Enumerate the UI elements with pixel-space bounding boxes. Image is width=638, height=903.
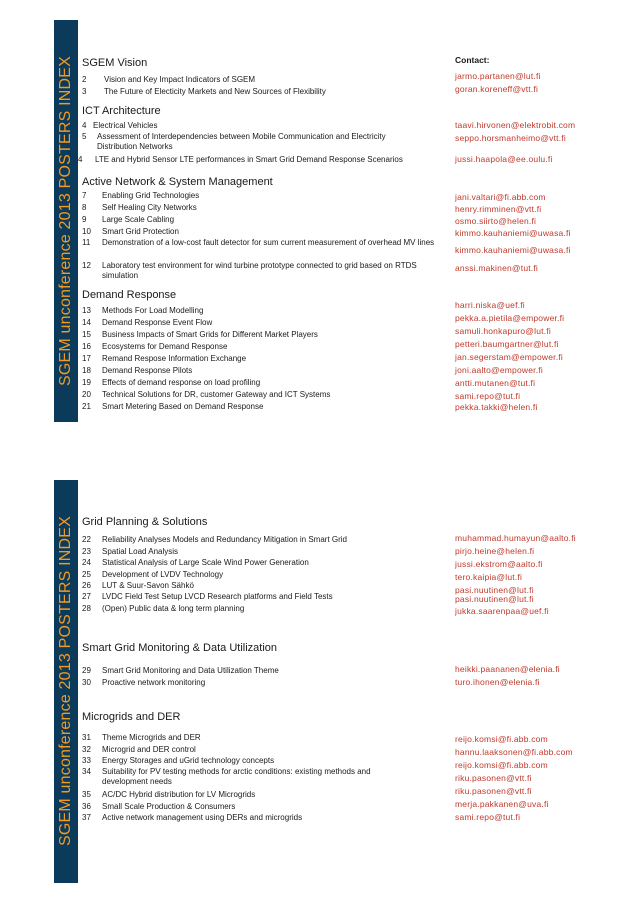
item-title: Effects of demand response on load profiling bbox=[102, 378, 261, 387]
item-number: 9 bbox=[82, 215, 87, 224]
item-number: 7 bbox=[82, 191, 87, 200]
item-title: AC/DC Hybrid distribution for LV Microgrids bbox=[102, 790, 256, 799]
contact-email[interactable]: harri.niska@uef.fi bbox=[455, 300, 525, 310]
section-heading: Grid Planning & Solutions bbox=[82, 516, 208, 528]
index-title-top: SGEM unconference 2013 POSTERS INDEX bbox=[57, 55, 74, 387]
item-number: 8 bbox=[82, 203, 87, 212]
item-number: 30 bbox=[82, 678, 91, 687]
item-title: LTE and Hybrid Sensor LTE performances in Smart Grid Demand Response Scenarios bbox=[95, 155, 403, 164]
contact-email[interactable]: kimmo.kauhaniemi@uwasa.fi bbox=[455, 228, 571, 238]
item-title: Remand Respose Information Exchange bbox=[102, 354, 247, 363]
item-number: 15 bbox=[82, 330, 91, 339]
item-number: 28 bbox=[82, 604, 91, 613]
contact-email[interactable]: kimmo.kauhaniemi@uwasa.fi bbox=[455, 245, 571, 255]
contact-email[interactable]: muhammad.humayun@aalto.fi bbox=[455, 533, 576, 543]
item-title: Business Impacts of Smart Grids for Different Market Players bbox=[102, 330, 318, 339]
item-title: Smart Grid Protection bbox=[102, 227, 179, 236]
item-title: Smart Grid Monitoring and Data Utilization Theme bbox=[102, 666, 279, 675]
item-title: Theme Microgrids and DER bbox=[102, 733, 201, 742]
contact-email[interactable]: hannu.laaksonen@fi.abb.com bbox=[455, 747, 573, 757]
section-heading: Demand Response bbox=[82, 289, 177, 301]
item-number: 22 bbox=[82, 535, 91, 544]
contact-email[interactable]: samuli.honkapuro@lut.fi bbox=[455, 326, 551, 336]
item-title: Proactive network monitoring bbox=[102, 678, 206, 687]
contact-email[interactable]: taavi.hirvonen@elektrobit.com bbox=[455, 120, 576, 130]
item-number: 4 bbox=[78, 155, 83, 164]
section-heading: SGEM Vision bbox=[82, 57, 148, 69]
item-title: Large Scale Cabling bbox=[102, 215, 175, 224]
contact-email[interactable]: goran.koreneff@vtt.fi bbox=[455, 84, 539, 94]
section-heading: Smart Grid Monitoring & Data Utilization bbox=[82, 642, 278, 654]
item-title: Small Scale Production & Consumers bbox=[102, 802, 236, 811]
contact-email[interactable]: pasi.nuutinen@lut.fi bbox=[455, 585, 534, 595]
item-title: Enabling Grid Technologies bbox=[102, 191, 200, 200]
item-number: 16 bbox=[82, 342, 91, 351]
item-title: Statistical Analysis of Large Scale Wind Power Generation bbox=[102, 558, 309, 567]
item-title: Laboratory test environment for wind turbine prototype connected to grid based on RTDS simulation bbox=[102, 261, 417, 280]
item-number: 26 bbox=[82, 581, 91, 590]
contact-email[interactable]: pekka.a.pietila@empower.fi bbox=[455, 313, 565, 323]
item-title: LUT & Suur-Savon Sähkö bbox=[102, 581, 194, 590]
item-title: Technical Solutions for DR, customer Gateway and ICT Systems bbox=[102, 390, 331, 399]
item-title: Spatial Load Analysis bbox=[102, 547, 179, 556]
item-number: 33 bbox=[82, 756, 91, 765]
contact-email[interactable]: jani.valtari@fi.abb.com bbox=[455, 192, 546, 202]
contact-email[interactable]: merja.pakkanen@uva.fi bbox=[455, 799, 549, 809]
contact-email[interactable]: sami.repo@tut.fi bbox=[455, 812, 521, 822]
item-number: 5 bbox=[82, 132, 87, 141]
item-title: The Future of Electicity Markets and New Sources of Flexibility bbox=[104, 87, 326, 96]
item-title: Reliability Analyses Models and Redundancy Mitigation in Smart Grid bbox=[102, 535, 348, 544]
item-title: Smart Metering Based on Demand Response bbox=[102, 402, 264, 411]
contact-email[interactable]: heikki.paananen@elenia.fi bbox=[455, 664, 560, 674]
item-title: Assessment of Interdependencies between Mobile Communication and Electricity Distribution Networks bbox=[97, 132, 386, 151]
section-heading: Active Network & System Management bbox=[82, 176, 273, 188]
contact-email[interactable]: osmo.siirto@helen.fi bbox=[455, 216, 537, 226]
contact-email[interactable]: joni.aalto@empower.fi bbox=[455, 365, 543, 375]
item-number: 18 bbox=[82, 366, 91, 375]
item-number: 3 bbox=[82, 87, 87, 96]
item-number: 12 bbox=[82, 261, 91, 270]
item-title: Electrical Vehicles bbox=[93, 121, 158, 130]
item-number: 32 bbox=[82, 745, 91, 754]
contact-email[interactable]: jan.segerstam@empower.fi bbox=[455, 352, 563, 362]
item-title: Self Healing City Networks bbox=[102, 203, 197, 212]
item-number: 19 bbox=[82, 378, 91, 387]
item-title: LVDC Field Test Setup LVCD Research platforms and Field Tests bbox=[102, 592, 333, 601]
contact-label: Contact: bbox=[455, 55, 490, 65]
item-number: 29 bbox=[82, 666, 91, 675]
contact-email[interactable]: pasi.nuutinen@lut.fi bbox=[455, 594, 534, 604]
contact-email[interactable]: reijo.komsi@fi.abb.com bbox=[455, 760, 548, 770]
contact-email[interactable]: reijo.komsi@fi.abb.com bbox=[455, 734, 548, 744]
item-number: 13 bbox=[82, 306, 91, 315]
contact-email[interactable]: riku.pasonen@vtt.fi bbox=[455, 786, 532, 796]
contact-email[interactable]: petteri.baumgartner@lut.fi bbox=[455, 339, 559, 349]
contact-email[interactable]: antti.mutanen@tut.fi bbox=[455, 378, 536, 388]
contact-email[interactable]: pekka.takki@helen.fi bbox=[455, 402, 538, 412]
item-title: (Open) Public data & long term planning bbox=[102, 604, 245, 613]
contact-email[interactable]: jussi.ekstrom@aalto.fi bbox=[455, 559, 543, 569]
item-number: 37 bbox=[82, 813, 91, 822]
item-number: 23 bbox=[82, 547, 91, 556]
item-number: 36 bbox=[82, 802, 91, 811]
item-title: Demand Response Event Flow bbox=[102, 318, 213, 327]
item-title: Methods For Load Modelling bbox=[102, 306, 204, 315]
contact-email[interactable]: jarmo.partanen@lut.fi bbox=[455, 71, 541, 81]
item-title: Energy Storages and uGrid technology concepts bbox=[102, 756, 275, 765]
item-title: Vision and Key Impact Indicators of SGEM bbox=[104, 75, 256, 84]
contact-email[interactable]: riku.pasonen@vtt.fi bbox=[455, 773, 532, 783]
contact-email[interactable]: seppo.horsmanheimo@vtt.fi bbox=[455, 133, 566, 143]
item-number: 21 bbox=[82, 402, 91, 411]
contact-email[interactable]: pirjo.heine@helen.fi bbox=[455, 546, 535, 556]
item-number: 31 bbox=[82, 733, 91, 742]
contact-email[interactable]: anssi.makinen@tut.fi bbox=[455, 263, 539, 273]
contact-email[interactable]: sami.repo@tut.fi bbox=[455, 391, 521, 401]
item-number: 17 bbox=[82, 354, 91, 363]
contact-email[interactable]: henry.rimminen@vtt.fi bbox=[455, 204, 542, 214]
item-title: Demand Response Pilots bbox=[102, 366, 193, 375]
item-number: 27 bbox=[82, 592, 91, 601]
contact-email[interactable]: turo.ihonen@elenia.fi bbox=[455, 677, 540, 687]
item-number: 25 bbox=[82, 570, 91, 579]
contact-email[interactable]: jussi.haapola@ee.oulu.fi bbox=[455, 154, 553, 164]
contact-email[interactable]: jukka.saarenpaa@uef.fi bbox=[455, 606, 549, 616]
item-title: Microgrid and DER control bbox=[102, 745, 196, 754]
item-title: Active network management using DERs and microgrids bbox=[102, 813, 303, 822]
item-number: 4 bbox=[82, 121, 87, 130]
contact-email[interactable]: tero.kaipia@lut.fi bbox=[455, 572, 523, 582]
item-title: Demonstration of a low-cost fault detector for sum current measurement of overhead MV lines bbox=[102, 238, 435, 247]
section-heading: ICT Architecture bbox=[82, 105, 161, 117]
item-number: 34 bbox=[82, 767, 91, 776]
item-number: 24 bbox=[82, 558, 91, 567]
item-number: 2 bbox=[82, 75, 87, 84]
item-number: 11 bbox=[82, 238, 91, 247]
item-title: Ecosystems for Demand Response bbox=[102, 342, 228, 351]
item-title: Suitability for PV testing methods for arctic conditions: existing methods and development needs bbox=[102, 767, 371, 786]
item-number: 20 bbox=[82, 390, 91, 399]
item-title: Development of LVDV Technology bbox=[102, 570, 224, 579]
section-heading: Microgrids and DER bbox=[82, 711, 181, 723]
item-number: 10 bbox=[82, 227, 91, 236]
item-number: 35 bbox=[82, 790, 91, 799]
item-number: 14 bbox=[82, 318, 91, 327]
index-title-bottom: SGEM unconference 2013 POSTERS INDEX bbox=[57, 515, 74, 847]
